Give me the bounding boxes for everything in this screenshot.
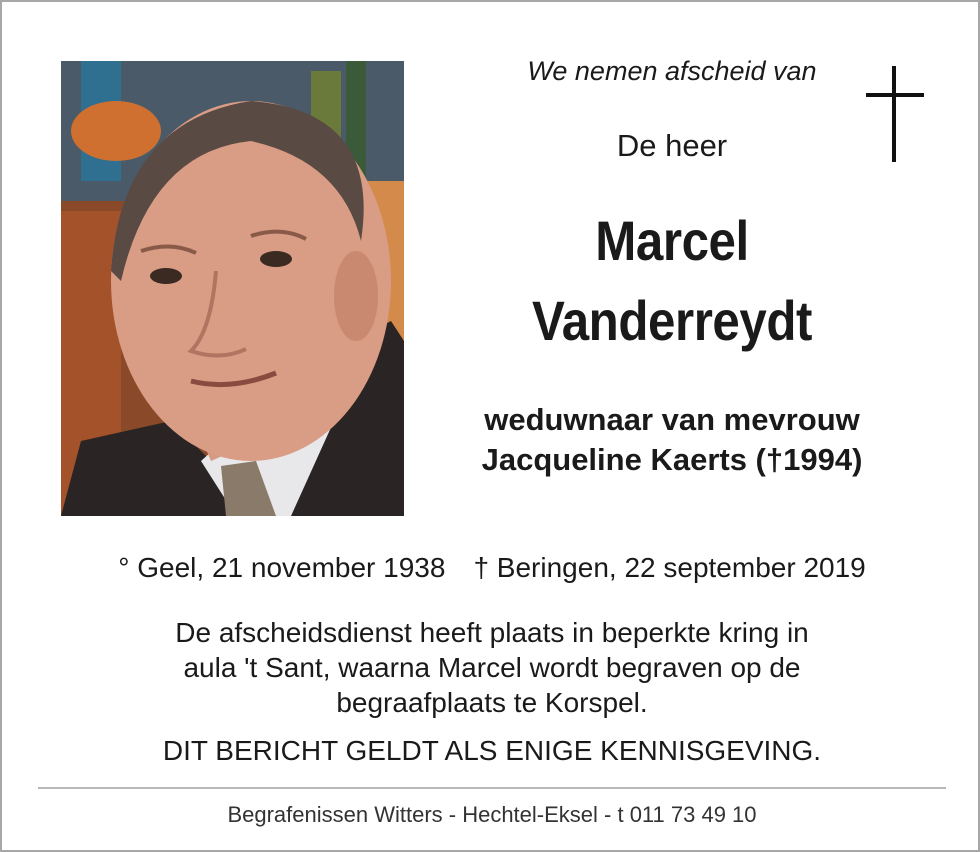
last-name: Vanderreydt bbox=[531, 289, 813, 352]
portrait-photo bbox=[61, 61, 404, 516]
funeral-home-footer: Begrafenissen Witters - Hechtel-Eksel - t 011 73 49 10 bbox=[227, 802, 757, 827]
birth-info: ° Geel, 21 november 1938 bbox=[118, 552, 446, 583]
intro-text: We nemen afscheid van bbox=[527, 56, 817, 86]
service-line: aula 't Sant, waarna Marcel wordt begraven op de bbox=[183, 652, 801, 683]
spouse-info bbox=[402, 400, 942, 480]
spouse-line: weduwnaar van mevrouw bbox=[484, 402, 860, 437]
announcement: DIT BERICHT GELDT ALS ENIGE KENNISGEVING. bbox=[162, 735, 822, 766]
service-info bbox=[92, 615, 892, 720]
divider bbox=[38, 787, 946, 789]
service-line: De afscheidsdienst heeft plaats in beperkte kring in bbox=[175, 617, 809, 648]
spouse-name: Jacqueline Kaerts (†1994) bbox=[481, 442, 863, 477]
first-name: Marcel bbox=[595, 209, 749, 272]
service-line: begraafplaats te Korspel. bbox=[336, 687, 648, 718]
death-info: † Beringen, 22 september 2019 bbox=[473, 552, 866, 583]
life-dates bbox=[42, 552, 942, 584]
honorific: De heer bbox=[616, 128, 728, 163]
